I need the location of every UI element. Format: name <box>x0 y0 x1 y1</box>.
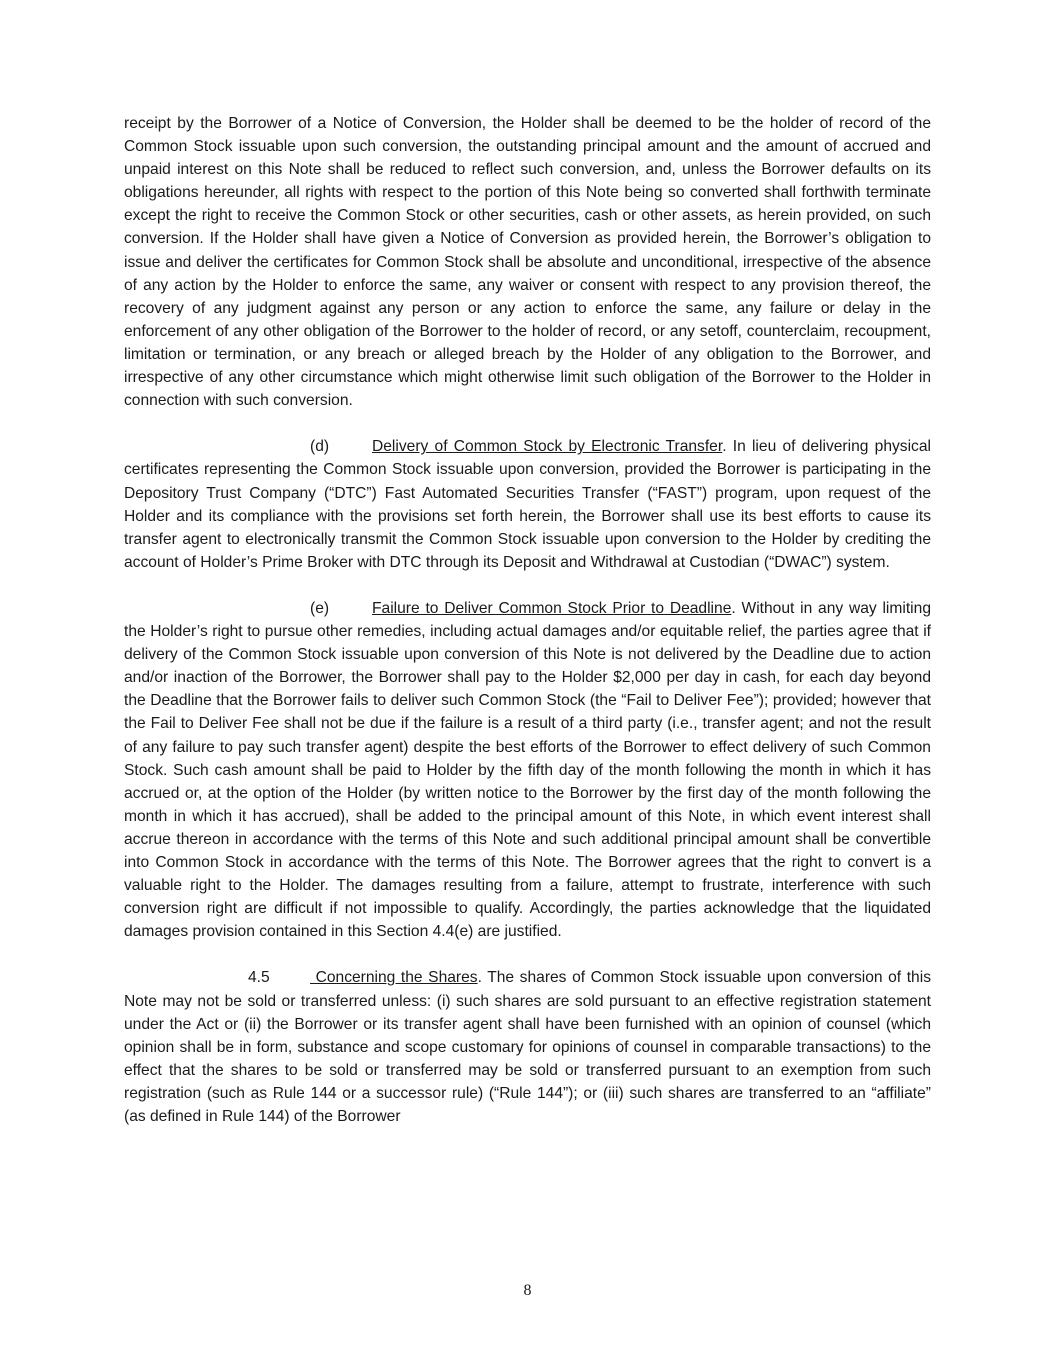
section-heading-d: Delivery of Common Stock by Electronic Transfer <box>372 438 723 456</box>
section-number-e: (e) <box>310 599 330 617</box>
page-number: 8 <box>523 1282 532 1299</box>
section-text-e: . Without in any way limiting the Holder’s right to pursue other remedies, including actual damages and/or equitable relief, the parties agree that if delivery of the Common Stock issuable upon conversion of this Note is not delivered by the Deadline due to action and/or inaction of the Borrower, the Borrower shall pay to the Holder $2,000 per day in cash, for each day beyond the Deadline that the Borrower fails to deliver such Common Stock (the “Fail to Deliver Fee”); provided; however that the Fail to Deliver Fee shall not be due if the failure is a result of a third party (i.e., transfer agent; and not the result of any failure to pay such transfer agent) despite the best efforts of the Borrower to effect delivery of such Common Stock. Such cash amount shall be paid to Holder by the fifth day of the month following the month in which it has accrued or, at the option of the Holder (by written notice to the Borrower by the first day of the month following the month in which it has accrued), shall be added to the principal amount of this Note, in which event interest shall accrue thereon in accordance with the terms of this Note and such additional principal amount shall be convertible into Common Stock in accordance with the terms of this Note. The Borrower agrees that the right to convert is a valuable right to the Holder. The damages resulting from a failure, attempt to frustrate, interference with such conversion right are difficult if not impossible to qualify. Accordingly, the parties acknowledge that the liquidated damages provision contained in this Section 4.4(e) are justified. <box>124 599 931 941</box>
section-number-d: (d) <box>310 438 330 456</box>
paragraph-c-continued: receipt by the Borrower of a Notice of Conversion, the Holder shall be deemed to be the holder of record of the Common Stock issuable upon such conversion, the outstanding principal amount and the amount of accrued and unpaid interest on this Note shall be reduced to reflect such conversion, and, unless the Borrower defaults on its obligations hereunder, all rights with respect to the portion of this Note being so converted shall forthwith terminate except the right to receive the Common Stock or other securities, cash or other assets, as herein provided, on such conversion. If the Holder shall have given a Notice of Conversion as provided herein, the Borrower’s obligation to issue and deliver the certificates for Common Stock shall be absolute and unconditional, irrespective of the absence of any action by the Holder to enforce the same, any waiver or consent with respect to any provision thereof, the recovery of any judgment against any person or any action to enforce the same, any failure or delay in the enforcement of any other obligation of the Borrower to the holder of record, or any setoff, counterclaim, recoupment, limitation or termination, or any breach or alleged breach by the Holder of any obligation to the Borrower, and irrespective of any other circumstance which might otherwise limit such obligation of the Borrower to the Holder in connection with such conversion. <box>124 115 931 410</box>
paragraph-d <box>124 435 931 574</box>
section-text-d: . In lieu of delivering physical certificates representing the Common Stock issuable upon conversion, provided the Borrower is participating in the Depository Trust Company (“DTC”) Fast Automated Securities Transfer (“FAST”) program, upon request of the Holder and its compliance with the provisions set forth herein, the Borrower shall use its best efforts to cause its transfer agent to electronically transmit the Common Stock issuable upon conversion to the Holder by crediting the account of Holder’s Prime Broker with DTC through its Deposit and Withdrawal at Custodian (“DWAC”) system. <box>124 438 931 571</box>
paragraph-e <box>124 597 931 943</box>
paragraph-4-5 <box>124 966 931 1128</box>
section-heading-4-5: Concerning the Shares <box>310 969 478 987</box>
section-number-4-5: 4.5 <box>248 969 270 987</box>
section-heading-e: Failure to Deliver Common Stock Prior to Deadline <box>372 599 732 617</box>
section-text-4-5: . The shares of Common Stock issuable upon conversion of this Note may not be sold or transferred unless: (i) such shares are sold pursuant to an effective registration statement under the Act or (ii) the Borrower or its transfer agent shall have been furnished with an opinion of counsel (which opinion shall be in form, substance and scope customary for opinions of counsel in comparable transactions) to the effect that the shares to be sold or transferred may be sold or transferred pursuant to an exemption from such registration (such as Rule 144 or a successor rule) (“Rule 144”); or (iii) such shares are transferred to an “affiliate” (as defined in Rule 144) of the Borrower <box>124 969 931 1126</box>
document-body <box>124 112 931 1128</box>
